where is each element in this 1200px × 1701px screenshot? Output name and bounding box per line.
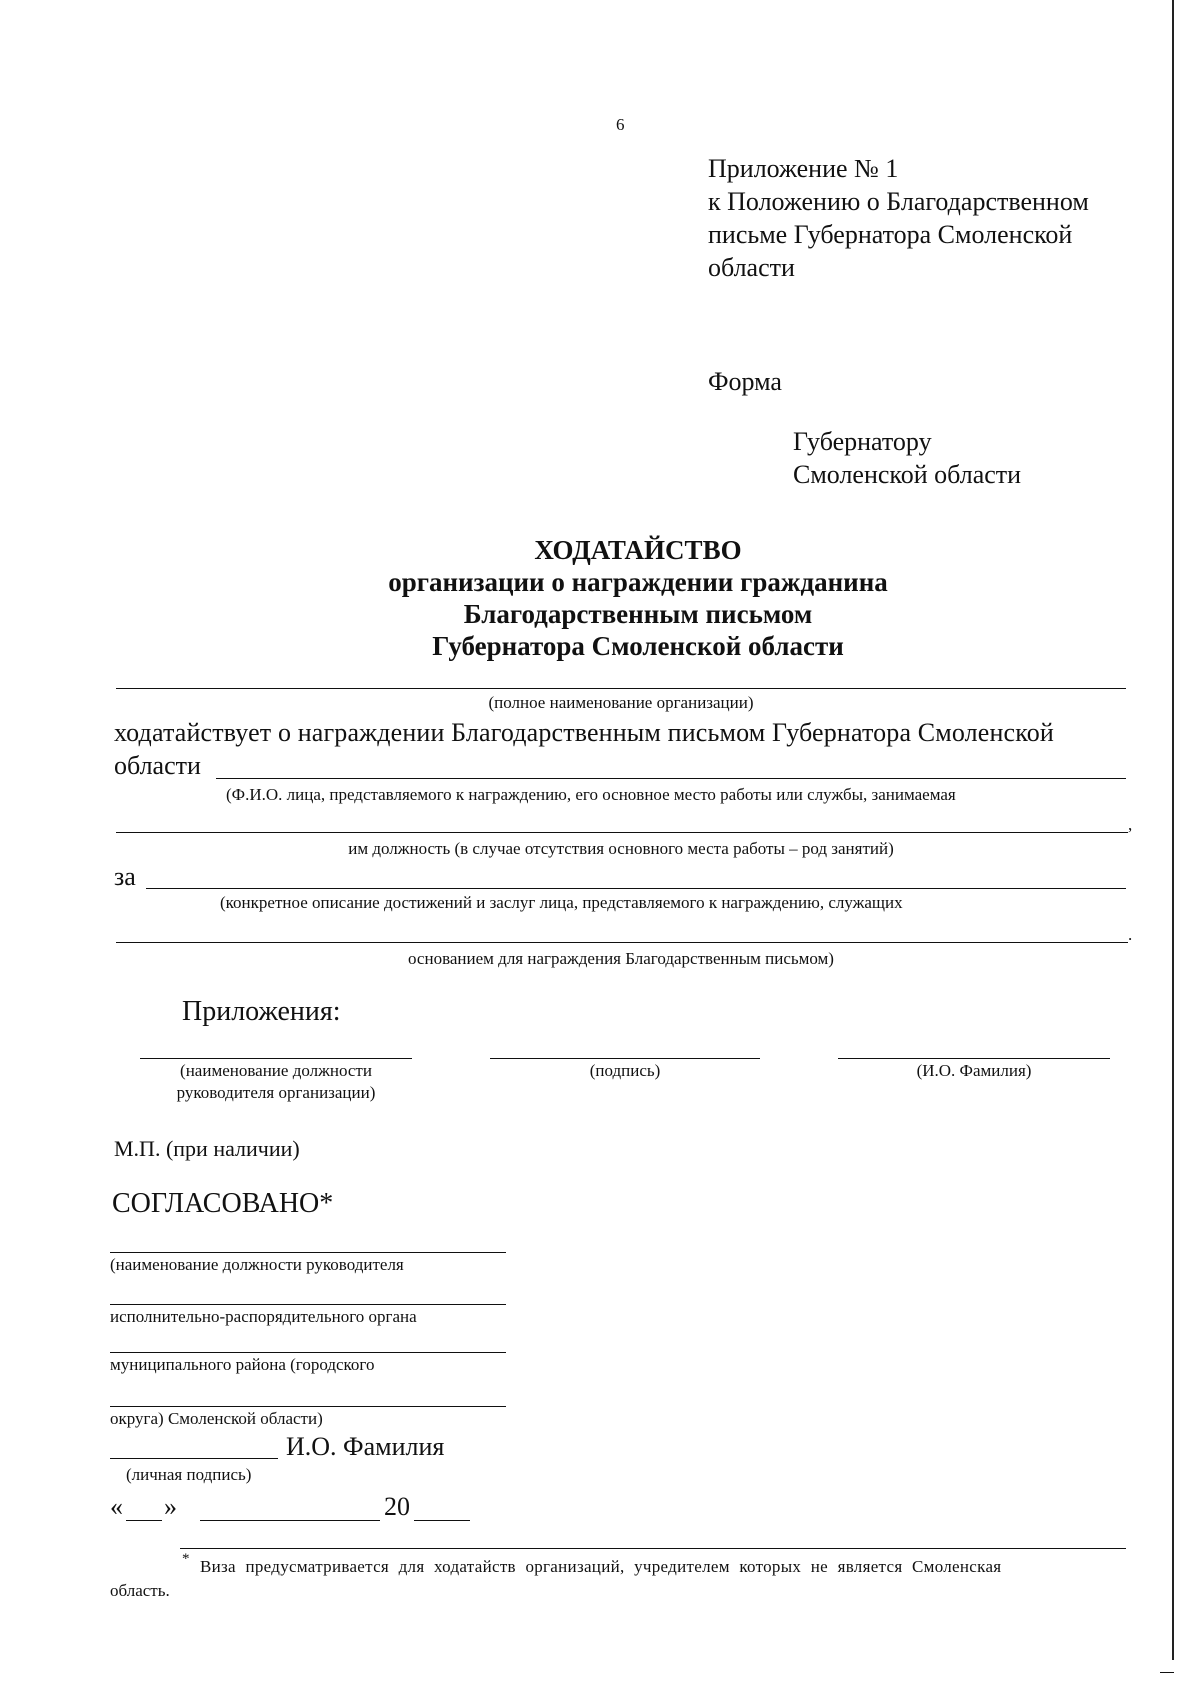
date-year-line — [414, 1520, 470, 1521]
approval-heading: СОГЛАСОВАНО* — [112, 1188, 334, 1219]
approval-caption-2: исполнительно-распорядительного органа — [110, 1307, 417, 1326]
appendix-line-1: Приложение № 1 — [708, 154, 899, 183]
signature-caption: (подпись) — [589, 1061, 661, 1080]
approval-caption-4: округа) Смоленской области) — [110, 1409, 323, 1428]
za-label: за — [114, 862, 136, 891]
merit-line-2 — [116, 942, 1128, 943]
page-edge-line — [1172, 0, 1174, 1660]
approval-caption-1: (наименование должности руководителя — [110, 1255, 404, 1274]
approval-line-1 — [110, 1252, 506, 1253]
addressee-line-1: Губернатору — [793, 427, 932, 456]
attachments-label: Приложения: — [182, 996, 341, 1027]
approval-signature-line — [110, 1458, 278, 1459]
addressee-line-2: Смоленской области — [793, 460, 1022, 489]
footnote-text-2: область. — [110, 1581, 170, 1600]
approval-caption-3: муниципального района (городского — [110, 1355, 375, 1374]
date-month-line — [200, 1520, 380, 1521]
org-name-caption: (полное наименование организации) — [488, 693, 754, 712]
position-signature-line — [140, 1058, 412, 1059]
merit-line-1 — [146, 888, 1126, 889]
title-line-3: Благодарственным письмом — [463, 599, 813, 629]
approval-line-3 — [110, 1352, 506, 1353]
person-line-1 — [216, 778, 1126, 779]
form-label: Форма — [708, 367, 782, 396]
org-name-line — [116, 688, 1126, 689]
date-day-line — [126, 1520, 162, 1521]
date-open-quote: « — [110, 1492, 123, 1521]
title-line-2: организации о награждении гражданина — [388, 567, 888, 597]
position-caption-2: руководителя организации) — [176, 1083, 376, 1102]
footnote-mark: * — [182, 1551, 190, 1567]
seal-note: М.П. (при наличии) — [114, 1136, 300, 1161]
footnote-separator — [180, 1548, 1126, 1549]
person-caption-2: им должность (в случае отсутствия основного места работы – род занятий) — [348, 839, 894, 858]
name-caption: (И.О. Фамилия) — [916, 1061, 1032, 1080]
date-close-quote: » — [164, 1492, 177, 1521]
approval-signature-caption: (личная подпись) — [126, 1465, 252, 1484]
petition-text-line-2: области — [114, 751, 201, 780]
appendix-line-3: письме Губернатора Смоленской — [708, 220, 1073, 249]
approval-line-2 — [110, 1304, 506, 1305]
approval-name: И.О. Фамилия — [286, 1432, 445, 1461]
merit-line-period: . — [1128, 925, 1133, 944]
title-line-4: Губернатора Смоленской области — [432, 631, 844, 661]
appendix-line-2: к Положению о Благодарственном — [708, 187, 1089, 216]
footnote-text-1: Виза предусматривается для ходатайств организаций, учредителем которых не является Смоленская — [200, 1557, 1002, 1576]
page-number: 6 — [616, 115, 625, 134]
person-line-comma: , — [1128, 815, 1133, 834]
title-main: ХОДАТАЙСТВО — [534, 535, 742, 565]
person-line-2 — [116, 832, 1128, 833]
person-caption-1: (Ф.И.О. лица, представляемого к награждению, его основное место работы или службы, занимаемая — [226, 785, 956, 804]
merit-caption-2: основанием для награждения Благодарственным письмом) — [408, 949, 834, 968]
approval-line-4 — [110, 1406, 506, 1407]
signature-line — [490, 1058, 760, 1059]
merit-caption-1: (конкретное описание достижений и заслуг лица, представляемого к награждению, служащих — [220, 893, 903, 912]
date-year-prefix: 20 — [384, 1492, 410, 1521]
appendix-line-4: области — [708, 253, 795, 282]
name-signature-line — [838, 1058, 1110, 1059]
petition-text-line-1: ходатайствует о награждении Благодарственным письмом Губернатора Смоленской — [114, 718, 1054, 747]
position-caption-1: (наименование должности — [180, 1061, 372, 1080]
page-edge-tick — [1160, 1672, 1174, 1673]
